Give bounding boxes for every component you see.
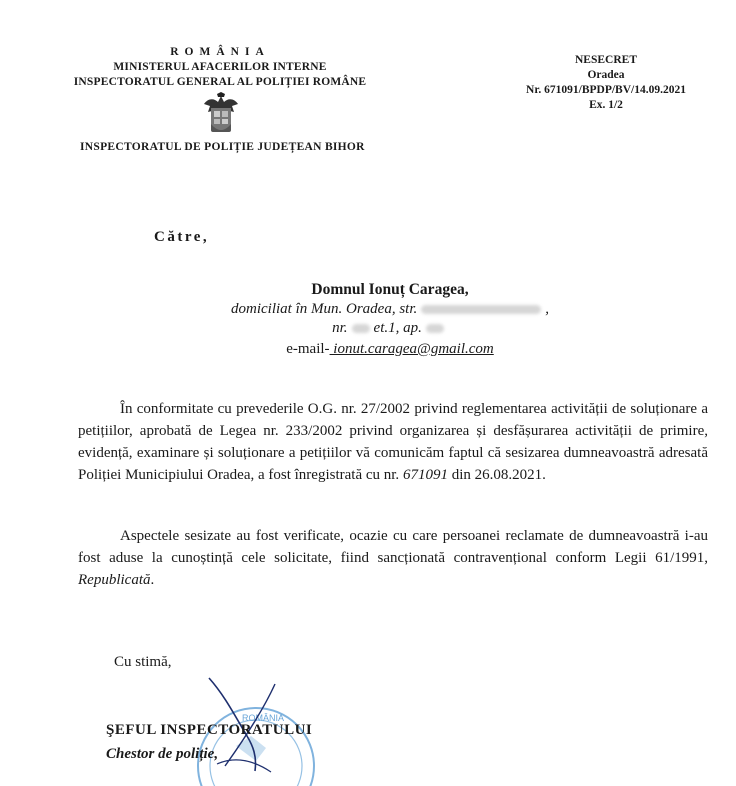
redacted-number [352, 324, 370, 333]
issuer-header [40, 45, 400, 90]
p1-text: În conformitate cu prevederile O.G. nr. 27/2002 privind reglementarea activității de soluționare a petițiilor, aprobată de Legea nr. 233/2002 privind organizarea și desfășurarea activității de primire, evidență, examinare și soluționare a petițiilor vă comunicăm faptul că sesizarea dumneavoastră adresată Poliției Municipiului Oradea, a fost înregistrată cu nr. [78, 401, 708, 483]
addressee-email-line [180, 341, 600, 358]
signatory-title: ŞEFUL INSPECTORATULUI [106, 722, 313, 738]
addressee-name: Domnul Ionuț Caragea, [311, 281, 469, 298]
address-number-label: nr. [332, 320, 348, 336]
general-inspectorate-name: INSPECTORATUL GENERAL AL POLIȚIEI ROMÂNE [73, 76, 367, 88]
ministry-name: MINISTERUL AFACERILOR INTERNE [113, 61, 327, 73]
p2-end: . [150, 572, 155, 588]
redacted-street [421, 305, 541, 314]
closing-greeting: Cu stimă, [114, 654, 172, 670]
issuing-unit: INSPECTORATUL DE POLIȚIE JUDEȚEAN BIHOR [80, 141, 365, 153]
email-link[interactable]: ionut.caragea@gmail.com [329, 341, 494, 357]
address-street-label: domiciliat în Mun. Oradea, str. [231, 301, 418, 317]
reference-number: Nr. 671091/BPDP/BV/14.09.2021 [526, 84, 686, 96]
p2-republished: Republicată [78, 572, 151, 588]
coat-of-arms-icon [198, 92, 244, 136]
body-paragraph-1 [78, 398, 708, 486]
copy-number: Ex. 1/2 [589, 99, 623, 111]
p2-text: Aspectele sesizate au fost verificate, ocazie cu care persoanei reclamate de dumneavoastră i-au fost aduse la cunoștință cele solicitate, fiind sancționată contravențional conform Legii 61/1991, [78, 528, 708, 566]
email-label: e-mail- [286, 341, 330, 357]
redacted-apartment [426, 324, 444, 333]
p1-registration-number: 671091 [402, 467, 448, 483]
issue-city: Oradea [587, 69, 625, 81]
addressee-address-line-1: domiciliat în Mun. Oradea, str. , [231, 301, 549, 317]
document-reference-block [498, 53, 714, 113]
country-name: ROMÂNIA [170, 46, 270, 58]
p1-date: din 26.08.2021. [447, 467, 546, 483]
classification-label: NESECRET [575, 54, 637, 66]
addressee-address-line-2 [180, 320, 600, 337]
address-floor-label: et.1, ap. [373, 320, 422, 336]
stamp-text: ROMÂNIA [242, 713, 285, 723]
signatory-rank: Chestor de poliție, [106, 746, 219, 762]
body-paragraph-2 [78, 525, 708, 591]
salutation-to: Către, [154, 229, 210, 245]
